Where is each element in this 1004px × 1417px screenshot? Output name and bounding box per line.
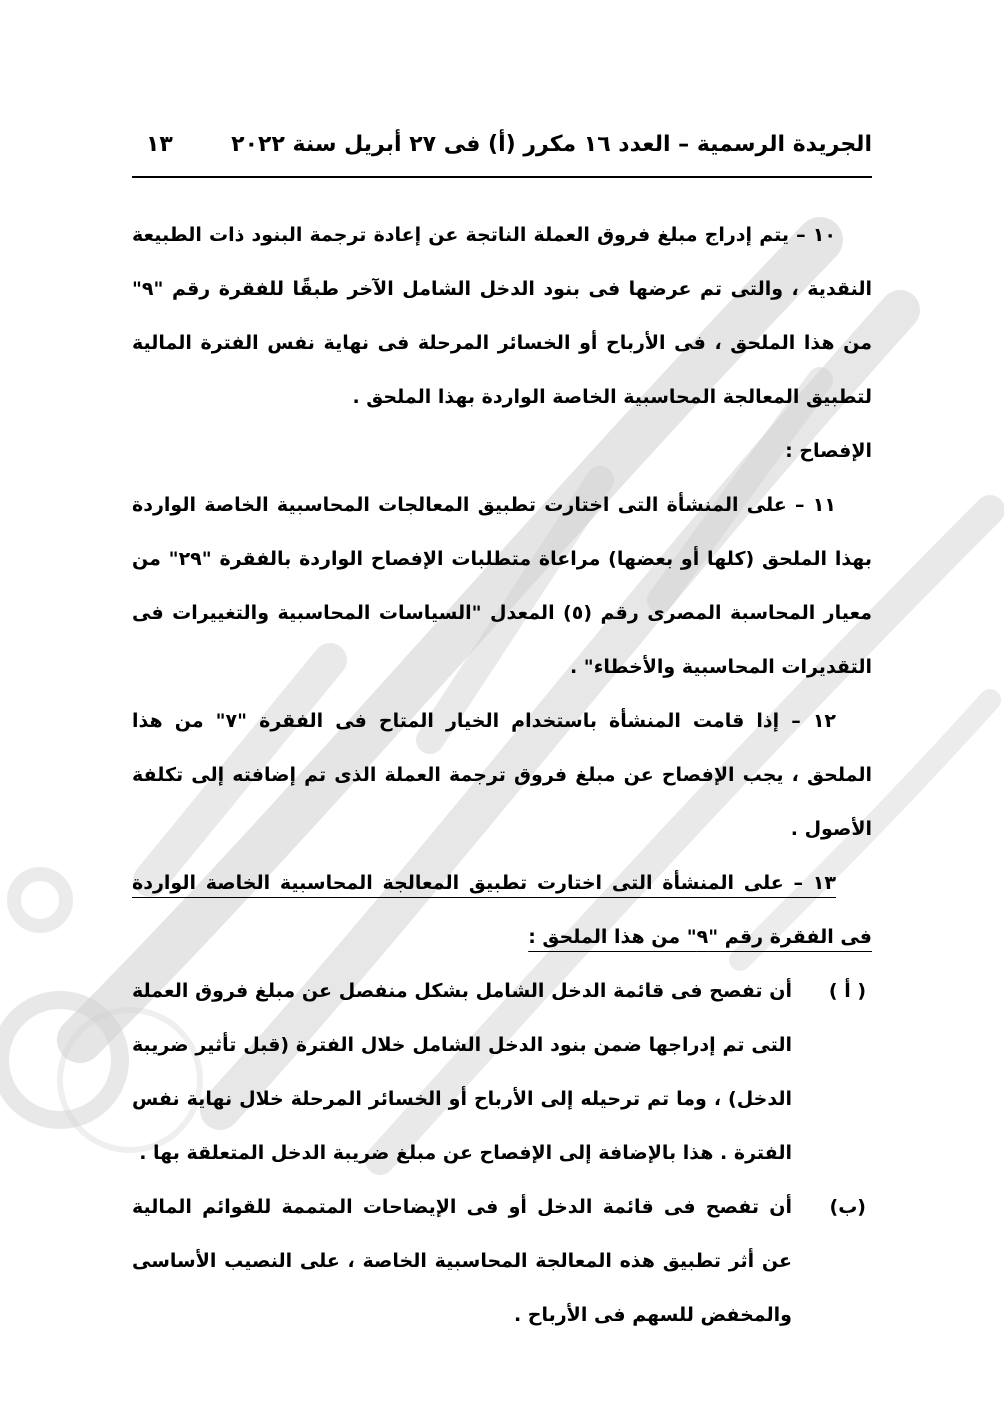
paragraph-11: ١١ – على المنشأة التى اختارت تطبيق المعالجات المحاسبية الخاصة الواردة بهذا الملحق (كلها أو بعضها) مراعاة متطلبات الإفصاح الواردة بالفقرة "٢٩" من معيار المحاسبة المصرى رقم (٥) المعدل "السياسات المحاسبية والتغييرات فى التقديرات المحاسبية والأخطاء" .: [132, 494, 872, 678]
list-item-b: [132, 1180, 872, 1342]
list-marker-a: ( أ ): [828, 980, 866, 1002]
paragraph-13: [132, 856, 872, 964]
paragraph-10: ١٠ – يتم إدراج مبلغ فروق العملة الناتجة عن إعادة ترجمة البنود ذات الطبيعة النقدية ، والتى تم عرضها فى بنود الدخل الشامل الآخر طبقًا للفقرة رقم "٩" من هذا الملحق ، فى الأرباح أو الخسائر المرحلة فى نهاية نفس الفترة المالية لتطبيق المعالجة المحاسبية الخاصة الواردة بهذا الملحق .: [132, 224, 872, 408]
header-rule: [132, 176, 872, 178]
section-heading-disclosure: الإفصاح :: [785, 440, 872, 462]
list-item-b-text: أن تفصح فى قائمة الدخل أو فى الإيضاحات المتممة للقوائم المالية عن أثر تطبيق هذه المعالجة المحاسبية الخاصة ، على النصيب الأساسى والمخفض للسهم فى الأرباح .: [132, 1196, 792, 1326]
paragraph-13-text: ١٣ – على المنشأة التى اختارت تطبيق المعالجة المحاسبية الخاصة الواردة فى الفقرة رقم "٩" من هذا الملحق :: [132, 872, 872, 948]
list-item-a-text: أن تفصح فى قائمة الدخل الشامل بشكل منفصل عن مبلغ فروق العملة التى تم إدراجها ضمن بنود الدخل الشامل خلال الفترة (قبل تأثير ضريبة الدخل) ، وما تم ترحيله إلى الأرباح أو الخسائر المرحلة خلال نهاية نفس الفترة . هذا بالإضافة إلى الإفصاح عن مبلغ ضريبة الدخل المتعلقة بها .: [132, 980, 792, 1164]
document-body: [132, 208, 872, 1342]
paragraph-12: ١٢ – إذا قامت المنشأة باستخدام الخيار المتاح فى الفقرة "٧" من هذا الملحق ، يجب الإفصاح عن مبلغ فروق ترجمة العملة الذى تم إضافته إلى تكلفة الأصول .: [132, 710, 872, 840]
page-number: ١٣: [146, 132, 173, 157]
list-item-a: [132, 964, 872, 1180]
list-marker-b: (ب): [829, 1196, 866, 1218]
page-header: [132, 125, 872, 165]
header-title: الجريدة الرسمية – العدد ١٦ مكرر (أ) فى ٢٧ أبريل سنة ٢٠٢٢: [231, 132, 872, 157]
